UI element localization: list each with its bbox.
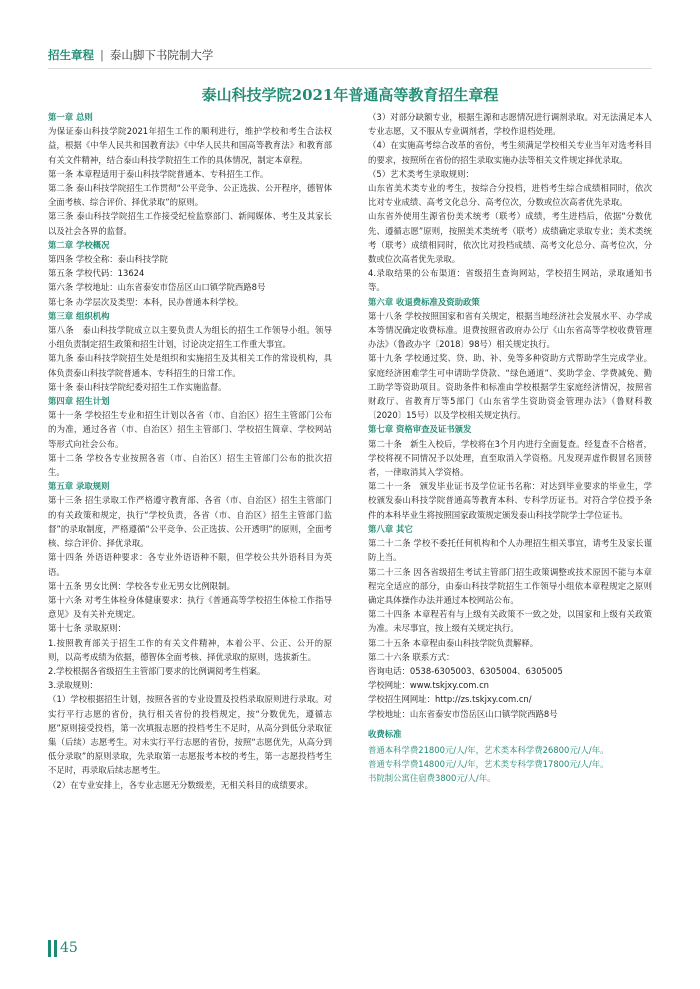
paragraph: 第一条 本章程适用于泰山科技学院普通本、专科招生工作。 [48, 168, 269, 179]
paragraph: 学校招生网网址：http://zs.tskjxy.com.cn/ [368, 694, 532, 705]
paragraph: 第十四条 外语语种要求：各专业外语语种不限，但学校公共外语科目为英语。 [48, 552, 332, 577]
running-header [48, 47, 213, 63]
paragraph: 咨询电话：0538-6305003、6305004、6305005 [368, 665, 563, 676]
paragraph: 1.按照教育部关于招生工作的有关文件精神，本着公平、公正、公开的原则，以高考成绩为依据，德智体全面考核、择优录取的原则，选拔新生。 [48, 637, 332, 662]
paragraph: 学校网址：www.tskjxy.com.cn [368, 680, 489, 691]
paragraph: 第十条 泰山科技学院纪委对招生工作实施监督。 [48, 381, 227, 392]
paragraph: 第三条 泰山科技学院招生工作接受纪检监察部门、新闻媒体、考生及其家长以及社会各界的监督。 [48, 211, 332, 236]
paragraph: 第十九条 学校通过奖、贷、助、补、免等多种资助方式帮助学生完成学业。家庭经济困难学生可申请助学贷款、“绿色通道”、奖助学金、学费减免、勤工助学等资助项目。资助条件和标准由学校根据学生家庭经济情况，按照省财政厅、省教育厅等5部门《山东省学生资助资金管理办法》（鲁财科教〔2020〕15号）以及学校相关规定执行。 [368, 353, 652, 421]
left-column [48, 110, 332, 792]
paragraph: 第十一条 学校招生专业和招生计划以各省（市、自治区）招生主管部门公布的为准，通过各省（市、自治区）招生主管部门、学校招生简章、学校网站等形式向社会公布。 [48, 410, 332, 449]
paragraph: 第二十五条 本章程由泰山科技学院负责解释。 [368, 637, 539, 648]
chapter-heading: 第五章 录取规则 [48, 481, 110, 492]
header-divider [48, 68, 652, 69]
document-title: 泰山科技学院2021年普通高等教育招生章程 [201, 86, 499, 104]
paragraph: 第十六条 对考生体检身体健康要求：执行《普通高等学校招生体检工作指导意见》及有关补充规定。 [48, 594, 332, 620]
chapter-heading: 第二章 学校概况 [48, 239, 110, 250]
paragraph: 第九条 泰山科技学院招生处是组织和实施招生及其相关工作的常设机构，具体负责泰山科技学院普通本、专科招生的日常工作。 [48, 353, 332, 378]
paragraph: （4）在实施高考综合改革的省份，考生须满足学校相关专业当年对选考科目的要求，按照所在省份的招生录取实施办法等相关文件规定择优录取。 [368, 140, 652, 165]
paragraph: 2.学校根据各省级招生主管部门要求的比例调阅考生档案。 [48, 665, 266, 676]
paragraph: （3）对部分缺额专业，根据生源和志愿情况进行调剂录取。对无法满足本人专业志愿，又不服从专业调剂者，学校作退档处理。 [368, 112, 652, 137]
paragraph: 第二十六条 联系方式： [368, 651, 455, 662]
paragraph: 第二十条 新生入校后，学校将在3个月内进行全面复查。经复查不合格者，学校将视不同情况予以处理，直至取消入学资格。凡发现弄虚作假冒名顶替者，一律取消其入学资格。 [368, 438, 652, 478]
paragraph: （2）在专业安排上，各专业志愿无分数级差，无相关科目的成绩要求。 [48, 779, 313, 790]
paragraph: 第四条 学校全称：泰山科技学院 [48, 254, 168, 265]
paragraph: 第六条 学校地址：山东省泰安市岱岳区山口镇学院西路8号 [48, 282, 266, 293]
paragraph: 第八条 泰山科技学院成立以主要负责人为组长的招生工作领导小组。领导小组负责制定招生政策和招生计划，讨论决定招生工作重大事宜。 [48, 325, 332, 350]
paragraph: 3.录取规则： [48, 680, 98, 691]
paragraph: 第二十四条 本章程若有与上级有关政策不一致之处，以国家和上级有关政策为准。未尽事宜，按上级有关规定执行。 [368, 609, 652, 634]
paragraph: 学校地址：山东省泰安市岱岳区山口镇学院西路8号 [368, 708, 558, 719]
paragraph: 第十三条 招生录取工作严格遵守教育部、各省（市、自治区）招生主管部门的有关政策和规定，执行“学校负责，各省（市、自治区）招生主管部门监督”的录取制度，严格遵循“公平竞争、公正选拔、公开透明”的原则，全面考核、综合评价、择优录取。 [48, 495, 332, 549]
footer-accent-bar [48, 940, 51, 957]
paragraph: 第十五条 男女比例：学校各专业无男女比例限制。 [48, 580, 235, 591]
paragraph: 4.录取结果的公布渠道：省级招生查询网站，学校招生网站，录取通知书等。 [368, 268, 652, 293]
header-school: 泰山脚下书院制大学 [109, 48, 214, 62]
paragraph: 第十二条 学校各专业按照各省（市、自治区）招生主管部门公布的批次招生。 [48, 452, 332, 478]
chapter-heading: 第四章 招生计划 [48, 396, 110, 407]
paragraph: 第二十二条 学校不委托任何机构和个人办理招生相关事宜，请考生及家长谨防上当。 [368, 538, 652, 563]
chapter-heading: 第一章 总则 [48, 112, 93, 122]
paragraph: 第二十三条 因各省级招生考试主管部门招生政策调整或技术原因不能与本章程完全适应的部分，由泰山科技学院招生工作领导小组依本章程规定之原则确定具体操作办法并通过本校网站公布。 [368, 566, 652, 605]
header-section: 招生章程 [48, 48, 94, 62]
chapter-heading: 第三章 组织机构 [48, 310, 110, 321]
chapter-heading: 第七章 资格审查及证书颁发 [368, 424, 472, 435]
paragraph: 第二十一条 颁发毕业证书及学位证书名称：对达到毕业要求的毕业生，学校颁发泰山科技学院普通高等教育本科、专科学历证书。对符合学位授予条件的本科毕业生将按照国家政策规定颁发泰山科技学院学士学位证书。 [368, 481, 652, 520]
paragraph: 第五条 学校代码：13624 [48, 268, 145, 279]
paragraph: （5）艺术类考生录取规则： [368, 168, 474, 179]
paragraph: 山东省美术类专业的考生，按综合分投档，进档考生综合成绩相同时，依次比对专业成绩、高考文化总分、高考位次，分数或位次高者优先录取。 [368, 183, 652, 208]
fee-line: 书院制公寓住宿费3800元/人/年。 [368, 773, 496, 784]
fee-line: 普通专科学费14800元/人/年，艺术类专科学费17800元/人/年。 [368, 759, 609, 770]
paragraph: （1）学校根据招生计划，按照各省的专业设置及投档录取原则进行录取。对实行平行志愿的省份，执行相关省份的投档规定，按“分数优先，遵循志愿”原则接受投档，第一次填报志愿的投档考生不足时，从高分到低分录取征集（后续）志愿考生。对未实行平行志愿的省份，按照“志愿优先，从高分到低分录取”的原则录取，先录取第一志愿报考本校的考生，第一志愿投档考生不足时，再录取后续志愿考生。 [48, 694, 332, 776]
paragraph: 山东省外使用生源省份美术统考（联考）成绩，考生进档后，依据“分数优先、遵循志愿”原则，按照美术类统考（联考）成绩确定录取专业；美术类统考（联考）成绩相同时，依次比对投档成绩、高考文化总分、高考位次，分数或位次高者优先录取。 [368, 211, 652, 265]
paragraph: 第十八条 学校按照国家和省有关规定，根据当地经济社会发展水平、办学成本等情况确定收费标准。退费按照省政府办公厅《山东省高等学校收费管理办法》（鲁政办字〔2018〕98号）相关规定执行。 [368, 310, 652, 350]
header-separator: | [100, 48, 104, 62]
fee-heading: 收费标准 [368, 728, 402, 739]
fee-line: 普通本科学费21800元/人/年，艺术类本科学费26800元/人/年。 [368, 744, 609, 755]
chapter-heading: 第六章 收退费标准及资助政策 [368, 296, 480, 307]
paragraph: 第十七条 录取原则： [48, 623, 127, 634]
paragraph: 第二条 泰山科技学院招生工作贯彻“公平竞争、公正选拔、公开程序，德智体全面考核、综合评价、择优录取”的原则。 [48, 183, 332, 208]
page-number: 45 [60, 940, 78, 956]
right-column [368, 110, 652, 786]
paragraph: 为保证泰山科技学院2021年招生工作的顺利进行，维护学校和考生合法权益，根据《中华人民共和国教育法》《中华人民共和国高等教育法》和教育部有关文件精神，结合泰山科技学院招生工作的具体情况，制定本章程。 [48, 126, 332, 165]
footer-accent-bar-2 [54, 940, 57, 957]
paragraph: 第七条 办学层次及类型：本科，民办普通本科学校。 [48, 296, 244, 307]
chapter-heading: 第八章 其它 [368, 523, 413, 534]
